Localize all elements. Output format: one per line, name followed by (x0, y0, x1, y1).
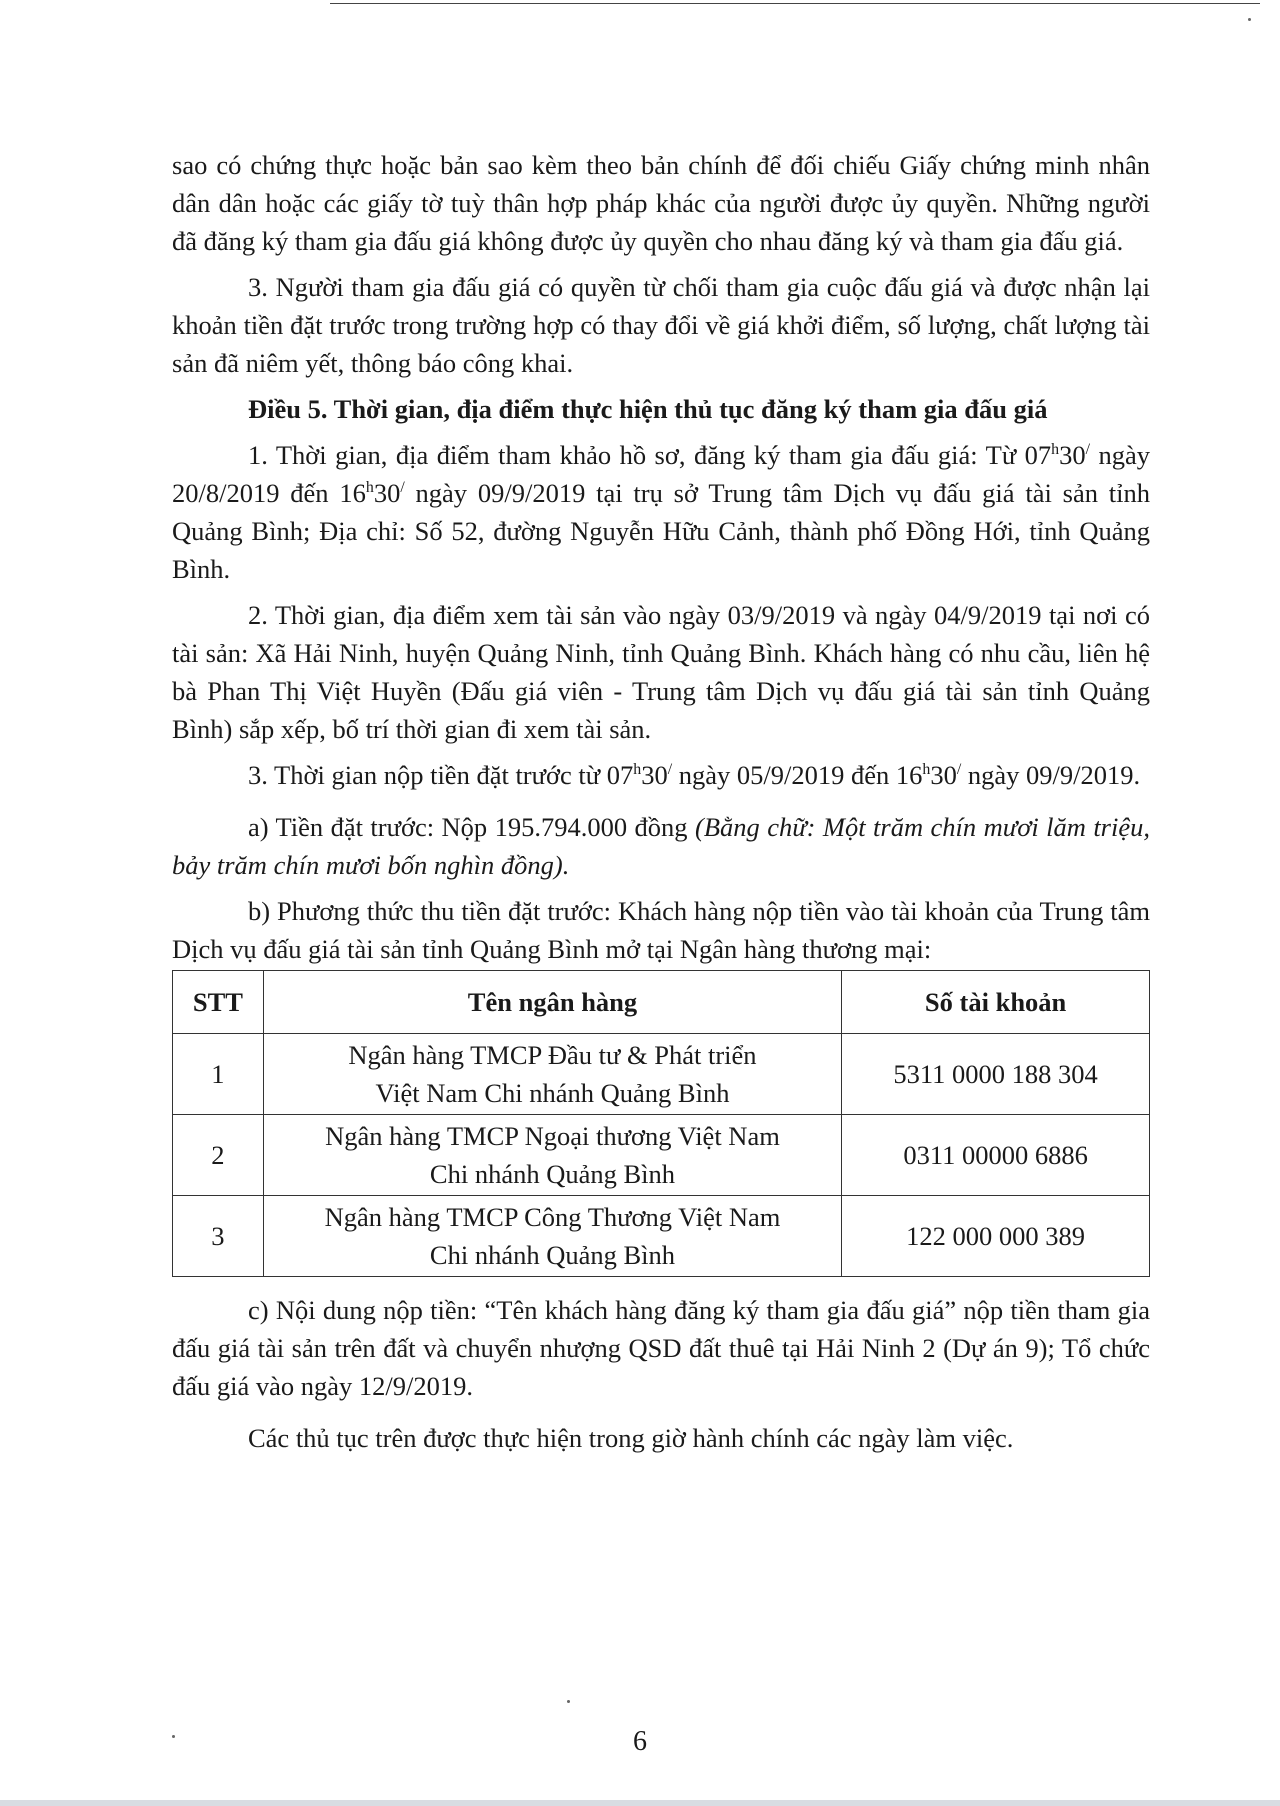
article-5-heading: Điều 5. Thời gian, địa điểm thực hiện thủ tục đăng ký tham gia đấu giá (248, 394, 1048, 424)
cell-account-number: 122 000 000 389 (842, 1196, 1150, 1277)
cell-stt: 1 (173, 1034, 264, 1115)
header-stt: STT (173, 971, 264, 1034)
document-body (172, 146, 1150, 1457)
paragraph-working-hours: Các thủ tục trên được thực hiện trong giờ hành chính các ngày làm việc. (248, 1423, 1014, 1453)
table-row (173, 1196, 1150, 1277)
paragraph-right-to-refuse: 3. Người tham gia đấu giá có quyền từ chối tham gia cuộc đấu giá và được nhận lại khoản tiền đặt trước trong trường hợp có thay đổi về giá khởi điểm, số lượng, chất lượng tài sản đã niêm yết, thông báo công khai. (172, 272, 1150, 378)
table-row (173, 1115, 1150, 1196)
paragraph-registration-time: 1. Thời gian, địa điểm tham khảo hồ sơ, đăng ký tham gia đấu giá: Từ 07$^h$30/ ngày 20/8/2019 đến 16$^h$30/ ngày 09/9/2019 tại trụ sở Trung tâm Dịch vụ đấu giá tài sản tỉnh Quảng Bình; Địa chỉ: Số 52, đường Nguyễn Hữu Cảnh, thành phố Đồng Hới, tỉnh Quảng Bình. (172, 440, 1151, 584)
cell-bank-name: Ngân hàng TMCP Công Thương Việt Nam Chi nhánh Quảng Bình (263, 1196, 841, 1277)
page-number: 6 (633, 1726, 647, 1757)
cell-bank-name: Ngân hàng TMCP Đầu tư & Phát triển Việt Nam Chi nhánh Quảng Bình (263, 1034, 841, 1115)
paragraph-proxy-continuation: sao có chứng thực hoặc bản sao kèm theo bản chính để đối chiếu Giấy chứng minh nhân dân dân hoặc các giấy tờ tuỳ thân hợp pháp khác của người được ủy quyền. Những người đã đăng ký tham gia đấu giá không được ủy quyền cho nhau đăng ký và tham gia đấu giá. (172, 150, 1150, 256)
cell-account-number: 0311 00000 6886 (842, 1115, 1150, 1196)
cell-stt: 2 (173, 1115, 264, 1196)
paragraph-deposit-time: 3. Thời gian nộp tiền đặt trước từ 07$^h$30/ ngày 05/9/2019 đến 16$^h$30/ ngày 09/9/2019. (248, 760, 1141, 790)
cell-bank-name: Ngân hàng TMCP Ngoại thương Việt Nam Chi nhánh Quảng Bình (263, 1115, 841, 1196)
header-bank-name: Tên ngân hàng (263, 971, 841, 1034)
header-account-number: Số tài khoản (842, 971, 1150, 1034)
paragraph-deposit-amount: a) Tiền đặt trước: Nộp 195.794.000 đồng (Bằng chữ: Một trăm chín mươi lăm triệu, bảy trăm chín mươi bốn nghìn đồng). (172, 812, 1150, 880)
paragraph-payment-method: b) Phương thức thu tiền đặt trước: Khách hàng nộp tiền vào tài khoản của Trung tâm Dịch vụ đấu giá tài sản tỉnh Quảng Bình mở tại Ngân hàng thương mại: (172, 896, 1150, 964)
scan-edge (0, 1800, 1280, 1806)
scan-speck (1248, 18, 1251, 21)
bank-accounts-table (172, 970, 1150, 1277)
paragraph-payment-content: c) Nội dung nộp tiền: “Tên khách hàng đăng ký tham gia đấu giá” nộp tiền tham gia đấu giá tài sản trên đất và chuyển nhượng QSD đất thuê tại Hải Ninh 2 (Dự án 9); Tổ chức đấu giá vào ngày 12/9/2019. (172, 1295, 1150, 1401)
cell-account-number: 5311 0000 188 304 (842, 1034, 1150, 1115)
top-rule (330, 3, 1260, 4)
table-row (173, 1034, 1150, 1115)
cell-stt: 3 (173, 1196, 264, 1277)
scan-speck (567, 1700, 570, 1703)
table-header-row (173, 971, 1150, 1034)
paragraph-asset-viewing: 2. Thời gian, địa điểm xem tài sản vào ngày 03/9/2019 và ngày 04/9/2019 tại nơi có tài sản: Xã Hải Ninh, huyện Quảng Ninh, tỉnh Quảng Bình. Khách hàng có nhu cầu, liên hệ bà Phan Thị Việt Huyền (Đấu giá viên - Trung tâm Dịch vụ đấu giá tài sản tỉnh Quảng Bình) sắp xếp, bố trí thời gian đi xem tài sản. (172, 600, 1150, 744)
